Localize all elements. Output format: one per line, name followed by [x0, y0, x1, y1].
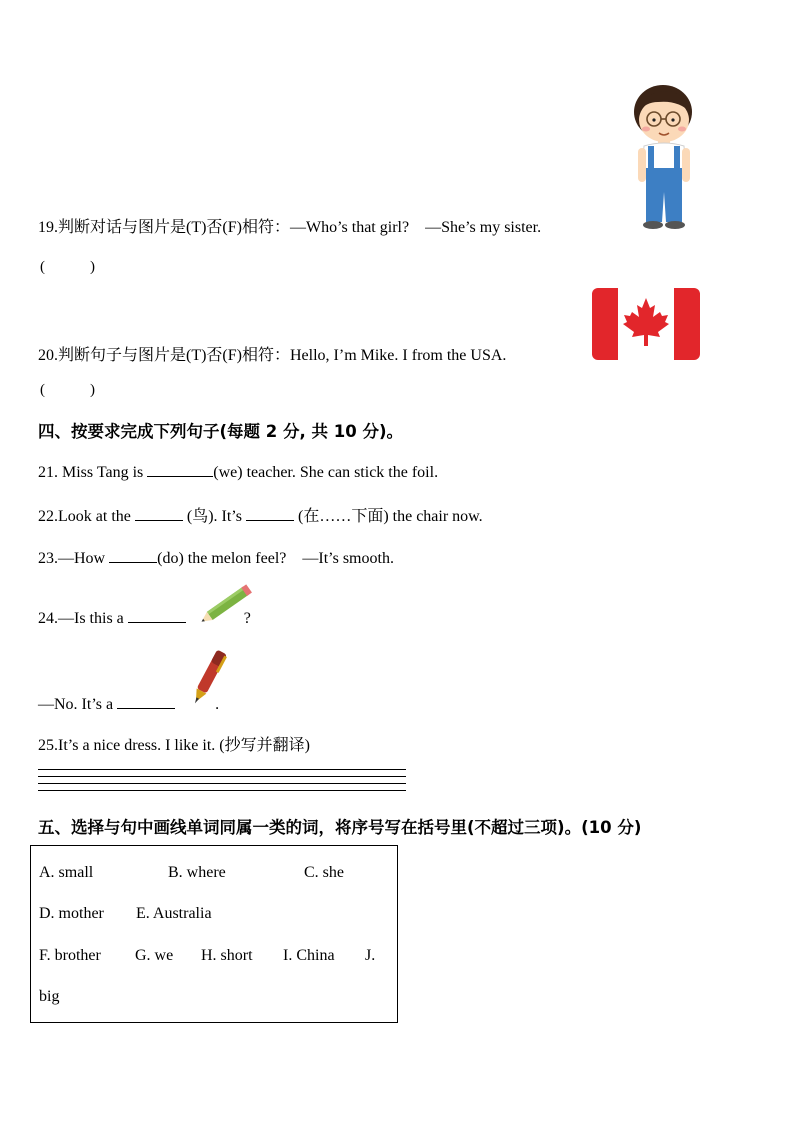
option-i: I. China: [283, 947, 335, 964]
option-j-word: big: [39, 988, 60, 1005]
option-c: C. she: [304, 864, 344, 881]
question-20: 20.判断句子与图片是(T)否(F)相符：Hello, I’m Mike. I from the USA.: [38, 347, 507, 364]
question-22: [38, 503, 483, 526]
q22-blank-1[interactable]: [135, 506, 183, 521]
option-e: E. Australia: [136, 905, 212, 922]
word-options-box: [30, 845, 398, 1023]
q21-blank[interactable]: [147, 462, 213, 477]
q22-before: 22.Look at the: [38, 508, 135, 525]
boy-illustration: [628, 82, 698, 232]
option-h: H. short: [201, 947, 253, 964]
q21-before: 21. Miss Tang is: [38, 464, 148, 481]
q24-after: ?: [243, 610, 251, 627]
q24-answer-after: .: [215, 696, 220, 713]
q24-blank-1[interactable]: [128, 608, 186, 623]
option-d: D. mother: [39, 905, 104, 922]
section-5-title: 五、选择与句中画线单词同属一类的词，将序号写在括号里(不超过三项)。(10 分): [38, 818, 642, 837]
q24-blank-2[interactable]: [117, 694, 175, 709]
writing-line-4[interactable]: [38, 790, 406, 791]
q23-before: 23.—How: [38, 550, 110, 567]
q21-after: (we) teacher. She can stick the foil.: [213, 464, 439, 481]
q24-answer-before: —No. It’s a: [38, 696, 118, 713]
section-4-title: 四、按要求完成下列句子(每题 2 分, 共 10 分)。: [38, 422, 404, 441]
q22-mid2: (在……下面) the chair now.: [293, 508, 483, 525]
q22-mid1: (鸟). It’s: [182, 508, 246, 525]
q24-before: 24.—Is this a: [38, 610, 128, 627]
pencil-image: [198, 580, 262, 626]
question-19: 19.判断对话与图片是(T)否(F)相符：—Who’s that girl? —She’s my sister.: [38, 219, 542, 236]
writing-line-3[interactable]: [38, 783, 406, 784]
canada-flag-image: [592, 288, 700, 360]
question-23: [38, 545, 394, 568]
q22-blank-2[interactable]: [246, 506, 294, 521]
writing-line-1[interactable]: [38, 769, 406, 770]
option-j: J.: [365, 947, 376, 964]
question-25: 25.It’s a nice dress. I like it. (抄写并翻译): [38, 737, 310, 754]
option-g: G. we: [135, 947, 174, 964]
q23-blank[interactable]: [109, 548, 157, 563]
answer-paren-20: ( ): [40, 382, 95, 398]
option-b: B. where: [168, 864, 226, 881]
writing-line-2[interactable]: [38, 776, 406, 777]
q23-after: (do) the melon feel? —It’s smooth.: [157, 550, 394, 567]
option-a: A. small: [39, 864, 94, 881]
option-f: F. brother: [39, 947, 101, 964]
question-21: [38, 462, 438, 482]
answer-paren-19: ( ): [40, 259, 95, 275]
question-24-answer: [38, 694, 219, 714]
